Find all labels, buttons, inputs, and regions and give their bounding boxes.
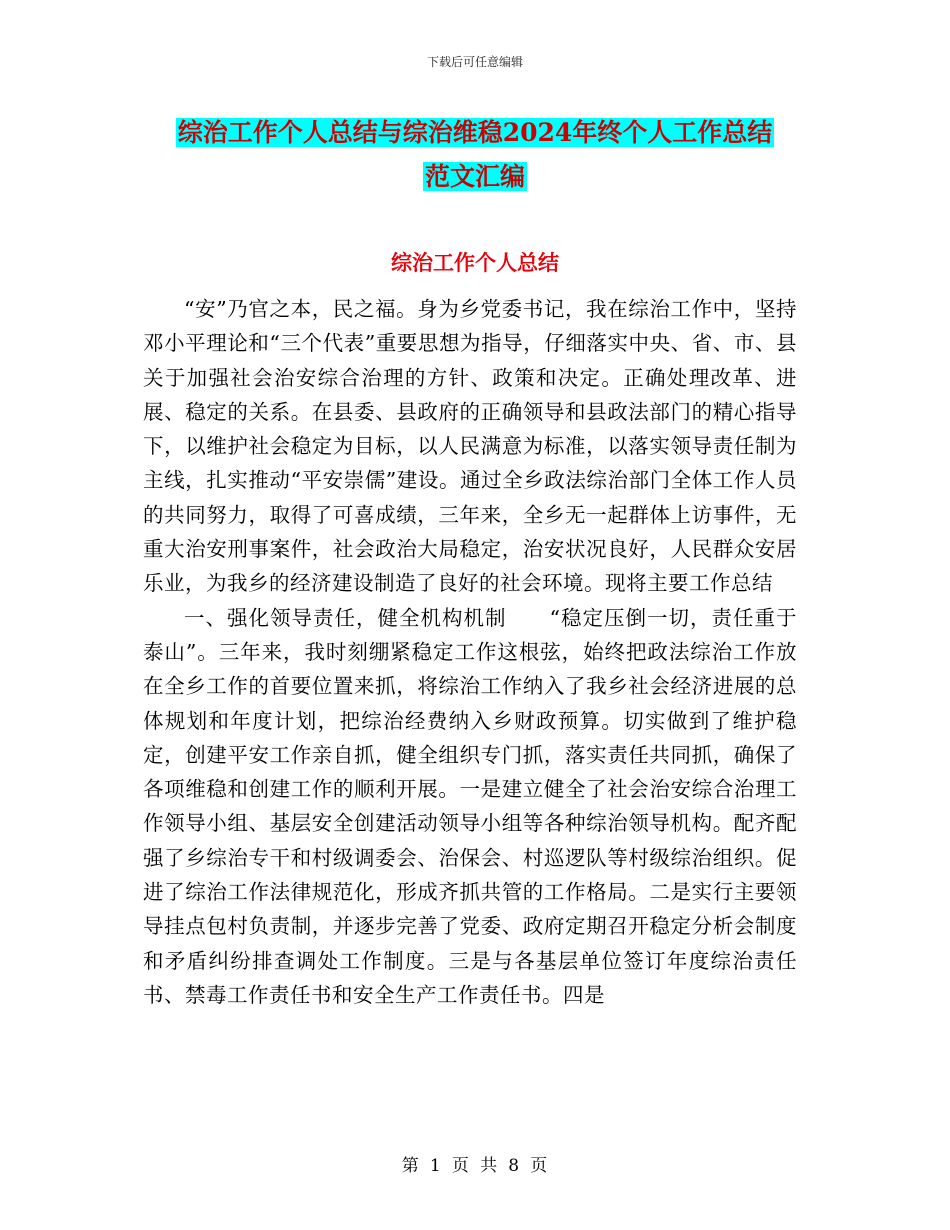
document-body xyxy=(143,292,797,1012)
paragraph-section-one: 一、强化领导责任，健全机构机制 “稳定压倒一切，责任重于泰山”。三年来，我时刻绷紧稳定工作这根弦，始终把政法综治工作放在全乡工作的首要位置来抓，将综治工作纳入了我乡社会经济进展的总体规划和年度计划，把综治经费纳入乡财政预算。切实做到了维护稳定，创建平安工作亲自抓，健全组织专门抓，落实责任共同抓，确保了各项维稳和创建工作的顺利开展。一是建立健全了社会治安综合治理工作领导小组、基层安全创建活动领导小组等各种综治领导机构。配齐配强了乡综治专干和村级调委会、治保会、村巡逻队等村级综治组织。促进了综治工作法律规范化，形成齐抓共管的工作格局。二是实行主要领导挂点包村负责制，并逐步完善了党委、政府定期召开稳定分析会制度和矛盾纠纷排查调处工作制度。三是与各基层单位签订年度综治责任书、禁毒工作责任书和安全生产工作责任书。四是 xyxy=(143,605,797,1007)
footer-total-pages: 8 xyxy=(508,1156,521,1176)
section-heading: 综治工作个人总结 xyxy=(391,250,559,275)
document-title-line-2: 范文汇编 xyxy=(424,162,525,191)
footer-suffix: 页 xyxy=(530,1156,549,1176)
paragraph-intro: “安”乃官之本，民之福。身为乡党委书记，我在综治工作中，坚持邓小平理论和“三个代表”重要思想为指导，仔细落实中央、省、市、县关于加强社会治安综合治理的方针、政策和决定。正确处理改革、进展、稳定的关系。在县委、县政府的正确领导和县政法部门的精心指导下，以维护社会稳定为目标，以人民满意为标准，以落实领导责任制为主线，扎实推动“平安崇儒”建设。通过全乡政法综治部门全体工作人员的共同努力，取得了可喜成绩，三年来，全乡无一起群体上访事件，无重大治安刑事案件，社会政治大局稳定，治安状况良好，人民群众安居乐业，为我乡的经济建设制造了良好的社会环境。现将主要工作总结 xyxy=(143,297,797,596)
footer-prefix: 第 xyxy=(401,1156,420,1176)
document-title xyxy=(0,111,950,199)
document-title-line-1: 综治工作个人总结与综治维稳2024年终个人工作总结 xyxy=(177,118,773,147)
footer-current-page: 1 xyxy=(429,1156,442,1176)
footer-total-word: 共 xyxy=(480,1156,499,1176)
footer-page-word: 页 xyxy=(451,1156,470,1176)
page-number-footer xyxy=(0,1155,950,1177)
page-header-note: 下载后可任意编辑 xyxy=(426,55,523,69)
